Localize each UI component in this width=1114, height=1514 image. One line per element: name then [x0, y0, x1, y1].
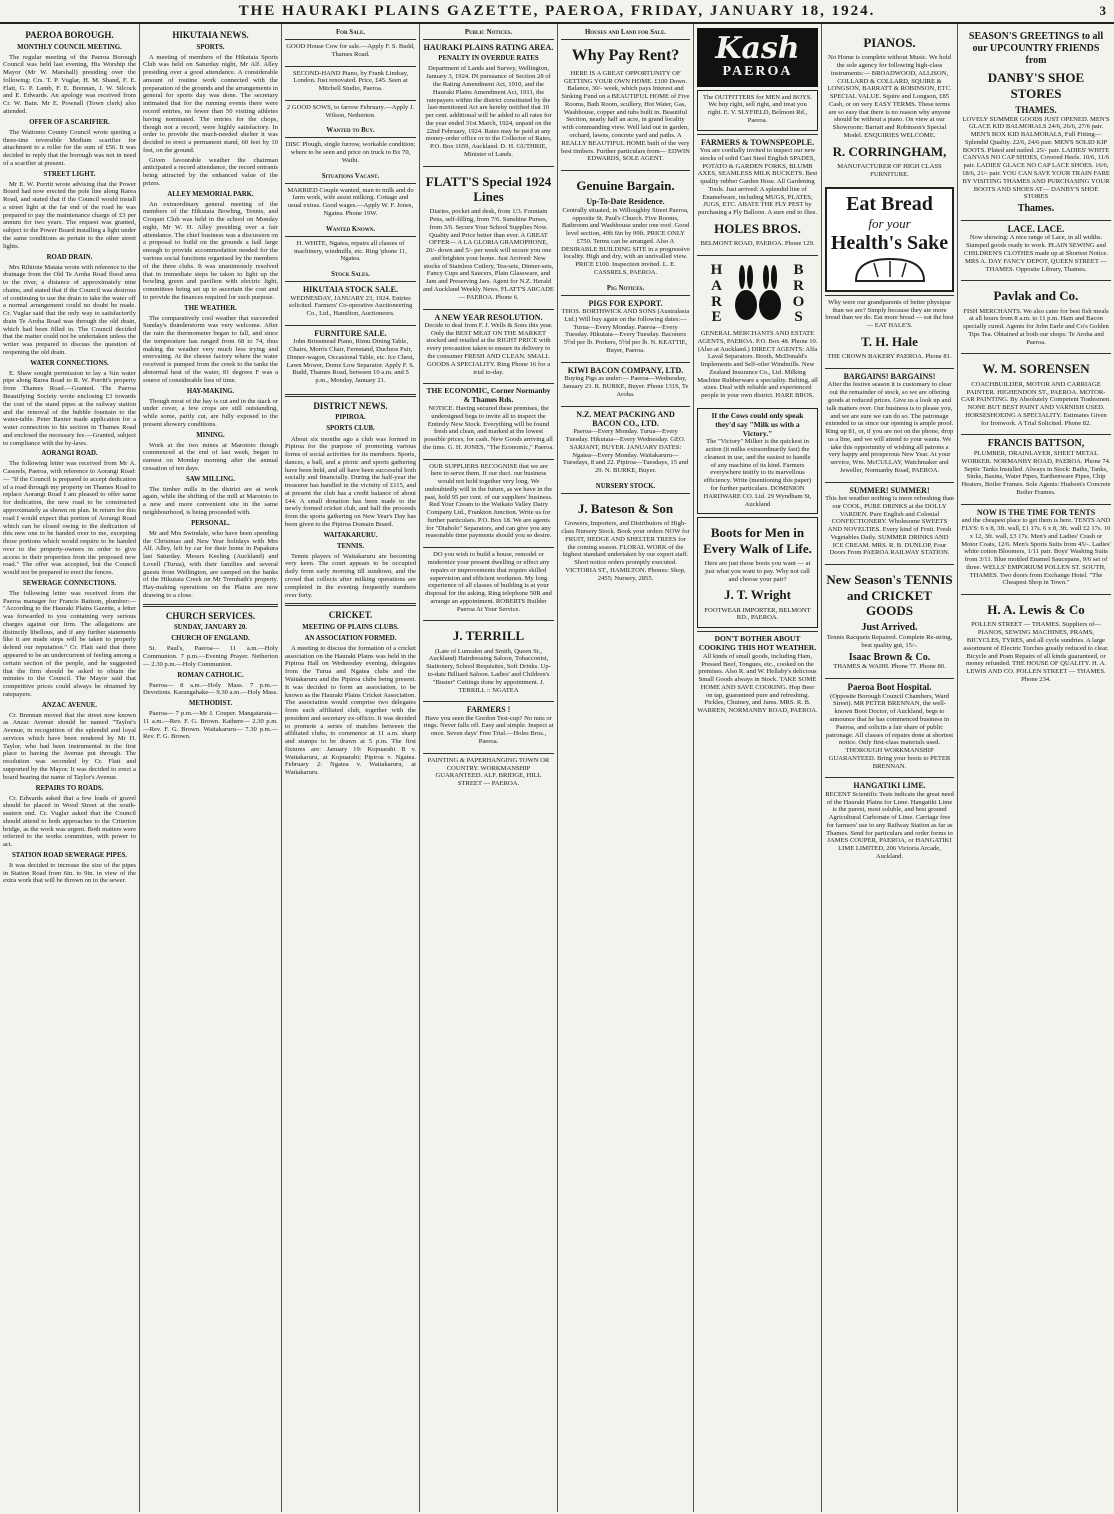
ad-heading: H. A. Lewis & Co	[987, 602, 1085, 618]
lace-ad	[961, 220, 1111, 278]
bread-line-1: Eat Bread	[846, 192, 933, 215]
classified-ad	[285, 183, 416, 223]
ad-name: R. CORRINGHAM,	[832, 143, 947, 159]
small-goods-ad	[697, 631, 818, 720]
ad-text: NOTICE. Having secured these premises, the undersigned begs to invite all to inspect the Entirely New Stock. Everything will be found fresh and clean, and marked at the lowest possible prices, for cash. New Goods arriving all the time. G. H. JONES, "The Economic," Paeroa.	[423, 404, 554, 451]
ad-text: H. WHITE, Ngatea, repairs all classes of machinery, windmills, etc. Ring 'phone 11, Ngatea.	[294, 239, 407, 263]
article-paragraph: The regular meeting of the Paeroa Borough Council was held last evening, His Worship the Mayor (Mr W. Marshall) presiding over the following: Crs. T. P. Vuglar, H. M. Shand, F. E. Flatt, G. P. Lamb, F. E. Brennan, J. W. Silcock and E. Edwards. An apology was received from Cr. W. Bain. Mr E. Pownall (Town clerk) also attended.	[3, 53, 136, 115]
section-heading: METHODIST.	[188, 700, 233, 708]
boots-ad	[697, 517, 818, 628]
ad-text: You are cordially invited to inspect our new stocks of solid Cast Steel English SPADES, POTATO & GARDEN FORKS, BLUMB AXES, SEAMLESS MILK BUCKETS. Best quality rubber Garden Hose. All Gardening Tools. Just arrived: A splendid line of Enamelware, including MUGS, PLATES, JUGS, ETC. ABATE THE FLY PEST by purchasing a Fly Balloon. A sure end to flies.	[697, 147, 818, 217]
ad-footer: THE CROWN BAKERY PAEROA. Phone 81.	[827, 353, 952, 361]
ad-text: Why were our grandparents of better physique than we are? Simply because they ate more bread than we do. Eat more bread — eat the best — EAT HALE'S.	[825, 298, 954, 330]
section-heading: Wanted Known.	[325, 225, 376, 233]
section-heading: Wanted to Buy.	[326, 127, 375, 135]
ad-subheading: PENALTY IN OVERDUE RATES	[438, 55, 539, 63]
pigs-export-ad	[561, 295, 690, 360]
article-paragraph: The Waitomo County Council wrote quoting a three-tine reversible Medium scarifier for attachment to a roller for the sum of £56. It was decided to reply that the borough was not in need of a scarifier at present.	[3, 128, 136, 167]
ad-text: 2 GOOD SOWS, to farrow February.—Apply J. Wilson, Netherton.	[286, 103, 415, 119]
ad-heading: BARGAINS! BARGAINS!	[843, 372, 936, 382]
ad-text: Buying Pigs as under:— Paeroa—Wednesday, January 23. R. BURKE, Buyer. Phone 131S, Te Aroha.	[562, 375, 689, 398]
ad-heading: N.Z. MEAT PACKING AND BACON CO., LTD.	[576, 409, 675, 428]
ad-heading: If the Cows could only speak they'd say "Milk us with a Victory."	[711, 410, 804, 438]
boot-hospital-ad	[825, 678, 954, 775]
hale-bakery-ad	[825, 295, 954, 366]
article-paragraph: An extraordinary general meeting of the members of the Hikutaia Bowling, Tennis, and Croquet Club was held in the school on Monday night, Mr W. H. Alley presiding over a fair attendance. The chief business was a discussion on a proposal to build on the grounds a hall large enough to provide accommodation needed for the various social functions organised by the members of the three clubs. It was unanimously resolved that in immediate steps be taken to light up the bowling green and pavilion with electric light, committees being set up to ascertain the cost and to provide the finances required for such purpose.	[143, 200, 278, 301]
section-heading: SEWERAGE CONNECTIONS.	[22, 579, 117, 587]
ad-heading: HIKUTAIA STOCK SALE.	[302, 285, 399, 295]
economic-ad	[423, 383, 554, 456]
headline: HIKUTAIA NEWS.	[172, 30, 249, 40]
article-paragraph: Work at the two mines at Marototo though commenced at the end of last week, began in earnest on Monday morning after the annual cessation of ten days.	[143, 441, 278, 472]
ad-text: John Brinsmead Piano, Rimu Dining Table, Chairs, Morris Chair, Fernstand, Duchess Pair, Dinner-wagon, Occasional Table, etc. Ice Chest, Lawn Mower, Dome Low Separator. Apply F. S. Budd, Thames Road, between 10 a.m. and 5 p.m., Monday, January 21.	[286, 338, 415, 385]
column-borough	[0, 24, 140, 1512]
butcher-ad	[423, 309, 554, 382]
ad-heading: PIGS FOR EXPORT.	[588, 298, 663, 308]
tennis-cricket-ad	[825, 564, 954, 676]
dairy-ad	[423, 459, 554, 546]
article-paragraph: The following letter was received from the Paeroa manager for Francis Battson, plumber:— "According to the Hauraki Plains Gazette, a letter was forwarded to you containing very serious charges against our firm. The allegations are distinctly libellous, and if any further statements like it are made steps will be taken to properly defend our reputation." Cr. Flatt said that there appeared to be an undercurrent of feeling among a certain section of the people, and he suggested that the firm should be asked to obtain the minutes to the Council. The Mayor said that competitive prices could always be obtained by ratepayers.	[3, 589, 136, 698]
column-shops	[822, 24, 958, 1512]
section-heading: ALLEY MEMORIAL PARK.	[167, 190, 254, 198]
article-paragraph: A meeting to discuss the formation of a cricket association on the Hauraki Plains was held in the Pipiroa Hall on Wednesday evening, delegates from the Turua and Ngatea clubs and the Waitakaruru and the Pipiroa clubs being present. It was decided to form an association, to be known as the Hauraki Plains Cricket Association. The association would comprise two delegates from each affiliated club, together with the president and secretary ex-officio. It was decided to promote a series of matches between the affiliated clubs, to commence at 11 a.m. sharp and stumps to be drawn at 5 p.m. The first fixtures are: January 19: Kopuarahi B v. Waitakaruru, at Kopuarahi; Pipiroa v. Ngatea. February 2: Ngatea v. Waitakaruru, at Waitakaruru.	[285, 644, 416, 777]
ad-text: OUR SUPPLIERS RECOGNISE that we are here to serve them. If our duct. our business would not hold together very long. We undoubtedly will in the future, as we have in the past, hold 95 per cent. of our suppliers' business. Red Your Cream to the Waikato Valley Dairy Company Ltd., Frankton Junction. Write us for further particulars. P.O. Box 18. We are agents for "Diabolo" Separators, and can give you any reasonable time payments should you so desire.	[424, 462, 553, 540]
section-heading: OFFER OF A SCARIFIER.	[29, 118, 110, 126]
genuine-bargain-ad	[561, 170, 690, 282]
ad-footer: BELMONT ROAD, PAEROA. Phone 129.	[700, 240, 815, 248]
farmers-ad	[423, 701, 554, 751]
ad-heading: HANGATIKI LIME.	[853, 781, 926, 791]
painting-ad	[423, 753, 554, 793]
ad-text: HERE IS A GREAT OPPORTUNITY OF GETTING YOUR OWN HOME. £100 Down. Balance, 30/- week, which pays Interest and Sinking Fund on a BEAUTIFUL HOME of Five Rooms, Bath Room, scullery, Hot Water, Gas, Washhouse, copper and tubs built in. Beautiful Section, nearly half an acre, in grand locality with commanding view. Well laid out in garden, orchard, lawns, concrete yard and paths. A REALLY BEAUTIFUL HOME built of the very best timbers. Further particulars from— EDWIN EDWARDS, SOLE AGENT.	[561, 69, 690, 163]
section-heading: CHURCH OF ENGLAND.	[171, 635, 250, 643]
classified-ad	[285, 236, 416, 268]
pavlak-ad	[961, 280, 1111, 351]
headline: DISTRICT NEWS.	[313, 400, 388, 411]
ad-footer: MANUFACTURER OF HIGH CLASS FURNITURE.	[837, 163, 942, 178]
headline: PAEROA BOROUGH.	[25, 30, 114, 40]
ad-heading: Why Pay Rent?	[571, 47, 680, 65]
section-heading: PIPIROA.	[335, 414, 366, 422]
ad-name: DANBY'S SHOE STORES	[987, 70, 1085, 101]
bargains-ad	[825, 368, 954, 480]
article-paragraph: Tennis players of Waitakaruru are becoming very keen. The court appears to be occupied daily from early morning till sundown, and the crowd that collects after milking operations are completed in the evening frequently numbers over forty.	[285, 552, 416, 599]
ad-name: J. T. Wright	[724, 587, 791, 603]
ad-text: The "Victory" Milker is the quickest in action (it milks extraordinarily fast) the cleanest in use, and the easiest to handle of any machine of its kind. Farmers everywhere testify to its marvellous efficiency. Write (mentioning this paper) for further particulars. DOMINION HARDWARE CO. Ltd. 29 Wyndham St, Auckland	[703, 438, 812, 508]
section-heading: STATION ROAD SEWERAGE PIPES.	[12, 851, 127, 859]
section-heading: MINING.	[196, 431, 225, 439]
rabbit-icon	[730, 265, 786, 325]
article-paragraph: Mr E. W. Porritt wrote advising that the Power Board had now erected the pole line along Rarea Road, and stated that if the Council would install a street light at the far end of the road he was prepared to pay the maintenance charge of £3 per annum for two years. The request was granted, subject to the Power Board installing a light under the same conditions as pertain to the other street lights.	[3, 180, 136, 250]
ad-footer: THAMES.	[1015, 105, 1057, 116]
section-heading: For Sale.	[335, 29, 366, 36]
ad-text: DO you wish to build a house, remodel or modernize your present dwelling or effect any repairs or improvements that require skilled supervision and efficient workmen. My long experience of all classes of building is at your disposal for the asking. Ring telephone 50R and arrange an appointment. ROBERTS Builder Paeroa At Your Service.	[425, 551, 552, 613]
newspaper-columns	[0, 24, 1114, 1514]
ad-text: (Late of Lumsden and Smith, Queen St., Auckland) Hairdressing Saloon, Tobacconist, Stationery, School Requisites, Soft Drinks. Up-to-date Billiard Saloon. Ladies' and Children's "Buster" Cuttings done by appointment. J. TERRILL :: NGATEA	[426, 647, 551, 694]
section-heading: THE WEATHER.	[184, 304, 237, 312]
ad-heading: A NEW YEAR RESOLUTION.	[434, 312, 543, 322]
danbys-ad	[961, 28, 1111, 218]
column-public-notices	[420, 24, 558, 1512]
lewis-ad	[961, 594, 1111, 688]
section-heading: HAY-MAKING.	[186, 387, 235, 395]
ad-heading: PIANOS.	[863, 35, 916, 50]
stock-sale-ad	[285, 281, 416, 323]
ad-heading: LACE. LACE.	[1007, 223, 1065, 234]
ad-subheading: Just Arrived.	[861, 622, 918, 634]
eat-bread-ad	[825, 187, 954, 292]
article-paragraph: A meeting of members of the Hikutaia Sports Club was held on Saturday night, Mr Alf. Alley presiding over a good attendance. A considerable amount of routine work connected with the preparation of the grounds and the arrangements in general for sports day was done. The secretary intimated that for the running events there were record entries, no fewer than 50 visiting athletes having nominated. The entries for the chops, though not a record, were highly satisfactory. In order to provide the much-needed shelter it was decided to erect a permanent stand, 60 feet by 10 feet, on the ground.	[143, 53, 278, 154]
column-thames	[958, 24, 1114, 1512]
bread-loaf-icon	[850, 255, 930, 283]
classified-ad	[285, 137, 416, 169]
ad-text: Tennis Racquets Repaired. Complete Re-string, best quality gut, 15/-.	[826, 634, 953, 649]
ad-heading: Boots for Men in Every Walk of Life.	[703, 525, 812, 556]
why-pay-rent-ad	[561, 39, 690, 168]
article-paragraph: It was decided to increase the size of the pipes in Station Road from 6in. to 9in. in view of the extra work that will be thrown on to the sewer.	[3, 861, 136, 885]
article-paragraph: About six months ago a club was formed in Pipiroa for the purpose of promoting various forms of social activities for its members. Sports, dances, a ball, and a picnic and sports gathering have been held, and all have been successful both socially and financially. During the half-year the treasurer has handled in the vicinity of £115, and at present the club has a credit balance of about £44. A small donation has been made to the newly formed cricket club, and half the proceeds from the sports gathering on New Year's Day has been given to the Pipiroa Domain Board.	[285, 435, 416, 528]
nursery-ad	[561, 493, 690, 587]
flatts-ad	[423, 166, 554, 307]
ad-name: T. H. Hale	[861, 333, 918, 349]
classified-ad	[285, 66, 416, 98]
ad-text: SECOND-HAND Piano, by Frank Lindsay, London. Just renovated. Price, £45. Seen at Mitchell Studio, Paeroa.	[292, 69, 409, 93]
section-heading: SPORTS.	[196, 43, 225, 51]
sorensen-ad	[961, 353, 1111, 432]
article-paragraph: Cr. Edwards asked that a few loads of gravel should be placed in Wood Street at the south-eastern end. Cr. Vuglar asked that the Council should attend to both approaches to the Criterion bridge, as the work was urgent. Both matters were referred to the works committee, with power to act.	[3, 794, 136, 849]
ad-text: Department of Lands and Survey, Wellington, January 3, 1924. IN pursuance of Section 28 of the Rating Amendment Act, 1910, and the Hauraki Plains Amendment Act, 1911, the ratepayers within the district constituted by the last-mentioned Act are hereby notified that 10 per cent. additional will be added to all rates for the year ended 31st March, 1924, unpaid on the 22nd February, 1924. Rates may be paid at any money-order office or to the Collector of Rates, P.O. Box 1659, Auckland. D. H. GUTHRIE, Minister of Lands.	[425, 65, 552, 158]
furniture-sale-ad	[285, 325, 416, 390]
section-heading: STREET LIGHT.	[43, 170, 96, 178]
summer-ad	[825, 482, 954, 563]
section-heading: Pig Notices.	[606, 284, 645, 292]
ad-heading: FARMERS & TOWNSPEOPLE.	[700, 137, 815, 147]
column-merchants	[694, 24, 822, 1512]
ad-text: Diaries, pocket and desk, from 1/3. Fountain Pens, self-filling, from 7/6. Sunshine Purses, from 3/6. Secure Your School Supplies Now. Quality and Price better than ever. A GREAT OFFER— A LA GLORIA GRAMOPHONE, 20/- down and 5/- per week will secure you one and brighten your home. Just Arrived: New stocks of Stainless Cutlery, Tea-sets, Dinner-sets, Fancy Cups and Saucers, Plain Glassware, and Jam and Preserving Jars. Agent for N.Z. Herald and Auckland Weekly News. FLATT'S ARCADE — PAEROA. Phone 6.	[423, 208, 554, 301]
article-paragraph: Mrs Rihitote Matata wrote with reference to the drainage from the Old Te Aroha Road flood area to the river, a distance of approximately nine chains, and stated that if the Council was desirous of continuing to use the drain to take the water off a normal arrangement could no doubt be made. Cr. Vuglar said that the only way to satisfactorily drain Te Aroha Road was through the old drain, which had been filled in. The Council decided that the matter could not be undertaken unless the writer was prepared to discuss the question of reopening the old drain.	[3, 263, 136, 356]
article-paragraph: E. Shaw sought permission to lay a ¾in water pipe along Rarea Road to R. W. Porritt's property from Thames Road.—Granted. The Paeroa Beautifying Society wrote enclosing £3 towards the cost of the stand pipes at the railway station and the removal of the bubble fountain to the water-table. Peter Baxter made application for a water connection to his section in Thames Road and enclosed the necessary fee.—Granted, subject to compliance with the by-laws.	[3, 369, 136, 447]
ad-text: DISC Plough, single furrow, workable condition; where to be seen and price on truck to Bx 70, Waihi.	[285, 141, 416, 164]
ad-heading: FRANCIS BATTSON,	[987, 438, 1085, 450]
ad-text: RECENT Scientific Tests indicate the great need of the Hauraki Plains for Lime. Hangatiki Lime is the purest, most soluble, and best ground Agricultural Carbonate of Lime. Carriage free for farmers' use to any Railway Station as far as Thames. Send for particulars and order forms to JAMES COUPER, PAEROA, or HANGATIKI LIME LIMITED, 206 Victoria Arcade, Auckland.	[825, 790, 954, 860]
meat-packing-ad	[561, 406, 690, 480]
section-heading: REPAIRS TO ROADS.	[35, 784, 104, 792]
logo-place: PAEROA	[722, 64, 793, 79]
ad-heading: NOW IS THE TIME FOR TENTS	[976, 507, 1096, 517]
ad-text: Have you seen the Gordon Test-cup? No nuts or rings. Never falls off. Easy and simple. Inspect at once. Seven days' Free Trial.—Holes Bros., Paeroa.	[423, 714, 554, 746]
masthead-title: THE HAURAKI PLAINS GAZETTE, PAEROA, FRIDAY, JANUARY 18, 1924.	[238, 3, 876, 19]
section-heading: Public Notices.	[464, 29, 513, 36]
ad-heading: W. M. SORENSEN	[982, 361, 1090, 377]
subheadline: MONTHLY COUNCIL MEETING.	[17, 43, 122, 51]
ad-text: GENERAL MERCHANTS AND ESTATE AGENTS, PAEROA. P.O. Box 48. Phone 10. (Also at Auckland.) DIRECT AGENTS: Alfa Laval Separators. Booth, McDonald's Implements and Self-oiler Windmills. New Zealand Insurance Co., Ltd. Milking Machine Rubberware a speciality. Belting, all sizes. Deal with reliable and experienced people in your own district. HARE BROS.	[697, 330, 818, 400]
ad-text: After the festive season it is customary to clear out the remainder of stock, so we are offering goods at reduced prices. Give us a look up and talk matters over. Our business is to please you, and we are sure we can do so. The patronage extended to us since our opening is ample proof. Ring up 81, or, if you are not on the phone, drop us a line, and we will attend to your wants. We take this opportunity of wishing all patrons a very happy and prosperous New Year. At your service, Wm. McCULLAY, Watchmaker and Jeweller, Normanby Road, PAEROA.	[825, 381, 954, 474]
divider	[143, 604, 278, 607]
section-heading: Stock Sales.	[331, 271, 370, 279]
section-heading: WATER CONNECTIONS.	[30, 359, 109, 367]
ad-text: Growers, Importers, and Distributors of High-class Nursery Stock. Book your orders NOW for FRUIT, HEDGE AND SHELTER TREES for the coming season. FLORAL WORK of the highest standard undertaken by our expert staff. Short notice orders promptly executed. VICTORIA ST., HAMILTON. Phones: Shop, 2455; Nursery, 2855.	[561, 520, 690, 582]
classified-ad	[285, 100, 416, 125]
ad-heading: Genuine Bargain.	[576, 178, 675, 194]
bread-line-2: for your	[868, 216, 911, 232]
ad-text: THOS. BORTHWICK AND SONS (Australasia Ltd.) Will buy again on the following dates:— Turua—Every Monday. Paeroa—Every Tuesday. Hikutaia—Every Tuesday. Baconers 5½d per lb. Porkers, 5½d per lb. N. KEATTIE, Buyer, Paeroa.	[561, 308, 690, 355]
holes-bros-ad	[697, 134, 818, 253]
headline: CRICKET.	[328, 610, 373, 621]
outfitters-ad	[697, 90, 818, 131]
masthead	[0, 0, 1114, 24]
section-heading: SAW MILLING.	[186, 475, 235, 483]
section-heading: Houses and Land for Sale.	[585, 29, 666, 36]
section-heading: ROMAN CATHOLIC.	[177, 671, 244, 679]
section-heading: ROAD DRAIN.	[46, 253, 93, 261]
section-heading: SUNDAY, JANUARY 20.	[173, 624, 248, 632]
ad-heading: Paeroa Boot Hospital.	[847, 682, 932, 693]
ad-text: (Opposite Borough Council Chambers, Ward Street). MR PETER BRENNAN, the well-known Boot Doctor, of Auckland, begs to announce that he has commenced business in Paeroa, and solicits a fair share of public patronage. All classes of repairs done at shortest notice. Only first-class materials used. THOROUGH WORKMANSHIP GUARANTEED. Bring your boots to PETER BRENNAN.	[825, 692, 954, 770]
divider	[285, 394, 416, 397]
battson-ad	[961, 434, 1111, 501]
ad-text: WEDNESDAY, JANUARY 23, 1924. Entries solicited. Farmers' Co-operative Auctioneering Co., Ltd., Hamilton, Auctioneers.	[288, 294, 413, 318]
article-paragraph: The timber mills in the district are at work again, while the shifting of the mill at Marototo to a new and more convenient site in the same neighbourhood, is being proceeded with.	[143, 485, 278, 516]
section-heading: TENNIS.	[336, 542, 364, 550]
ad-heading: SEASON'S GREETINGS to all our UPCOUNTRY FRIENDS from	[968, 31, 1104, 66]
section-heading: MEETING OF PLAINS CLUBS.	[302, 623, 399, 631]
ad-footer: Thames.	[1017, 203, 1055, 215]
rating-notice	[423, 39, 554, 164]
ad-heading: THE ECONOMIC, Corner Normanby & Thames Rds.	[426, 386, 551, 405]
hare-word: HARE	[710, 262, 723, 326]
ad-footer: THAMES & WAIHI. Phone 77. Phone 80.	[833, 663, 946, 671]
section-heading: AORANGI ROAD.	[41, 450, 98, 458]
bread-line-3: Health's Sake	[830, 231, 949, 254]
article-paragraph: Given favourable weather the chairman anticipated a record attendance, the record entrants being attracted by the enhanced value of the prizes.	[143, 156, 278, 187]
page-number: 3	[1099, 3, 1108, 18]
section-heading: ANZAC AVENUE.	[41, 701, 97, 709]
builder-ad	[423, 547, 554, 618]
article-paragraph: Mr and Mrs Swindale, who have been spending the Christmas and New Year holidays with Mrs Alf. Alley, left by car for their home in Papakura last Saturday. Messrs Keeling (Auckland) and Lovell (Turua), with their families and several guests from Wellington, are camped on the banks of the Hikutaia Creek on Mr Trembath's property. Hay-making operations on the Plains are now drawing to a close.	[143, 529, 278, 599]
ad-text: The OUTFITTERS for MEN and BOYS. We buy right, sell right, and treat you right. E. V. SLYFIELD, Belmont Rd., Paeroa.	[702, 93, 813, 124]
service-times: Paeroa— 7 p.m.—Mr J. Couper. Mangatarata— 11 a.m.—Rev. F. G. Brown. Kaihere— 2.30 p.m.—Rev. F. G. Brown. Waitakaruru— 7.30 p.m.—Rev. F. G. Brown.	[143, 710, 278, 741]
ad-text: POLLEN STREET — THAMES. Suppliers of— PIANOS, SEWING MACHINES, PRAMS, BICYCLES, TYRES, and all cycle sundries. A large assortment of Electric Torches greatly reduced to clear. Bicycle and Pram Repairs of all kinds guaranteed, or money refunded. THE HOUSE OF QUALITY. H. A. LEWIS AND CO. POLLEN STREET — THAMES. Phone 234.	[963, 621, 1109, 683]
ad-text: This hot weather nothing is more refreshing than our COOL, PURE DRINKS at the DOLLY VARDEN. Pure English and Colonial CONFECTIONERY. Wholesome SWEETS AND NOVELTIES. Every kind of Fruit. Fresh Vegetables Daily. SUMMER DRINKS AND ICE CREAM. MRS. R. B. DUNLOP, Four Doors From PAEROA RAILWAY STATION.	[825, 495, 954, 557]
ad-text: PLUMBER, DRAINLAYER, SHEET METAL WORKER. NORMANBY ROAD, PAEROA. Phone 74. Septic Tanks Installed. Always in Stock: Baths, Tanks, Sinks, Basins, Water Pipes, Earthenware Pipes, Chip Heaters, Boiler Frames. Sole Agents: Hudson's Concrete Boiler Frames.	[961, 450, 1111, 497]
ad-heading: KIWI BACON COMPANY, LTD.	[567, 365, 684, 375]
logo-script: Kash	[715, 31, 800, 66]
section-heading: AN ASSOCIATION FORMED.	[304, 634, 397, 642]
ad-text: MARRIED Couple wanted, man to milk and do farm work, wife assist milking. Cottage and usual extras. Good wages.—Apply W. F. Jones, Ngatea. Phone 19W.	[287, 186, 414, 217]
ad-name: Isaac Brown & Co.	[848, 651, 931, 663]
ad-footer: FOOTWEAR IMPORTER, BELMONT RD., PAEROA.	[704, 606, 811, 622]
section-heading: PERSONAL.	[191, 519, 230, 527]
headline: CHURCH SERVICES.	[165, 610, 256, 621]
article-paragraph: The following letter was received from Mr A. Cassrels, Paeroa, with reference to Aorangi Road:— "If the Council is prepared to accept dedication of a road through my property on Thames Road to replace Aorangi Road I am pleased to offer same for dedication, the new road to be constructed approximately as shown on plan. In return for this road I would expect that portion of Aorangi Road which can be closed owing to the dedication of this new one to be handed over to me, excepting those portions which would require to be handed over to the property-owners in order to give access to their properties from the proposed new road." The offer was accepted, but the Council would not be prepared to erect the fences.	[3, 460, 136, 577]
ad-heading: HAURAKI PLAINS RATING AREA.	[423, 43, 554, 53]
ad-heading: New Season's TENNIS and CRICKET GOODS	[826, 572, 953, 618]
lime-ad	[825, 777, 954, 865]
ad-text: No Home is complete without Music. We hold the sole agency for following high-class instruments:— BROADWOOD, ALLISON, COLLARD & COLLARD, SQUIRE & LONGSON, BARRATT & ROBINSON, ETC. SPECIAL VALUE. Squire and Longson, £85 Cash, or on very EASY TERMS. These terms are so easy that there is no reason why anyone should be without a piano. On view at our Showroom: Barratt and Robinson's Special Model. ENQUIRIES WELCOME.	[827, 54, 952, 139]
article-paragraph: Though most of the hay is cut and in the stack or under cover, a few crops are still outstanding, while some, partly cut, are fully exposed to the present showery conditions.	[143, 397, 278, 428]
hare-logo	[697, 263, 818, 326]
ad-text: Decide to deal from F. J. Wells & Sons this year. Only the BEST MEAT ON THE MARKET stocked and retailed at the RIGHT PRICE with every precaution taken to ensure its delivery to the consumer FRESH AND CLEAN. SMALL GOODS A SPECIALITY. Ring Phone 16 for a trial to-day.	[424, 321, 553, 376]
ad-text: Paeroa—Every Monday. Turua—Every Tuesday. Hikutaia—Every Wednesday. GEO. SARJANT, BUYER. JANUARY DATES: Ngatea—Every Monday. Waitakaruru—Tuesdays, 8 and 22. Pipiroa—Tuesdays, 15 and 29. N. BURKE, Buyer.	[562, 428, 689, 475]
ad-heading: Pavlak and Co.	[993, 288, 1079, 304]
ad-text: GOOD House Cow for sale.—Apply F. S. Budd, Thames Road.	[286, 43, 415, 58]
victory-milker-ad	[697, 408, 818, 514]
ad-heading: FLATT'S Special 1924 Lines	[425, 173, 552, 204]
ad-text: LOVELY SUMMER GOODS JUST OPENED. MEN'S GLACE KID BALMORALS 24/6, 26/6, 27/6 pair. MEN'S BOX KID BALMORALS, Full Fitting—Splendid Quality. 22/6, 24/6 pair. MEN'S SOLID KIP BOOTS. Plated and nailed. 25/- pair. LADIES' WHITE CANVAS NO CAP SHOES, Covered Heels. 10/6, 11/6 pair. LADIES' GLACE NO CAP LACE SHOES. 16/6, 18/6, 21/- pair. YOU CAN SAVE YOUR TRAIN FARE BY VISITING THAMES AND PURCHASING YOUR BOOTS AND SHOES AT— DANBY'S SHOE STORES	[962, 115, 1110, 201]
bros-word: BROS	[792, 262, 805, 326]
article-paragraph: Cr. Brennan moved that the street now known as Anzac Avenue should be named "Taylor's Avenue, in recognition of the splendid and loyal services which have been rendered by Mr H. Taylor, who had been instrumental in the first place to having the Avenue put through. The resolution was seconded by Cr. Flatt and supported by the Mayor. It was decided to erect a board bearing the name of Taylor's Avenue.	[3, 711, 136, 781]
ad-text: Here are just those boots you want — at just what you want to pay. Why not call and choose your pair?	[704, 559, 811, 583]
kash-logo	[697, 28, 818, 87]
ad-heading: DON'T BOTHER ABOUT COOKING THIS HOT WEATHER.	[698, 634, 817, 652]
ad-text: Now showing: A nice range of Lace, in all widths. Stamped goods ready to work. PLAIN SEWING and CHILDREN'S CLOTHES made up at Shortest Notice. MRS A. DAY FANCY DEPOT, QUEEN STREET — THAMES. Opposite Library, Thames.	[963, 234, 1109, 273]
ad-text: PAINTING & PAPERHANGING TOWN OR COUNTRY. WORKMANSHIP GUARANTEED. ALF. BRIDGE, HILL STREET — PAEROA.	[427, 756, 550, 788]
ad-heading: SUMMER! SUMMER!	[849, 485, 930, 495]
ad-text: FISH MERCHANTS. We also cater for best fish meals at all hours from 8 a.m. to 11 p.m. Ham and Bacon specially cured. Agents for John Earle and Co's Golden Tips Tea. Obtained at both our shops: Te Aroha and Paeroa.	[963, 307, 1109, 346]
ad-heading: J. TERRILL	[452, 628, 525, 644]
pianos-ad	[825, 28, 954, 184]
ad-heading: FURNITURE SALE.	[314, 328, 387, 338]
classified-ad	[285, 39, 416, 64]
tents-ad	[961, 504, 1111, 592]
service-times: Paeroa— 8 a.m.—Holy Mass. 7 p.m.—Devotions. Karangahake— 9.30 a.m.—Holy Mass.	[143, 681, 278, 697]
section-heading: SPORTS CLUB.	[326, 425, 375, 433]
ad-heading: FARMERS !	[466, 705, 511, 715]
ad-name: HOLES BROS.	[714, 220, 801, 236]
ad-text: All kinds of small goods, including Ham, Pressed Beef, Tongues, etc., cooked on the premises. Also R. and W. Hellaby's delicious Small Goods always in Stock. TAKE SOME HOME AND SAVE COOKING. Hop Beer on tap, guaranteed pure and refreshing. Pickles, Chutney, and Jams. MRS. R. B. WARREN, NORMANBY ROAD, PAEROA.	[697, 652, 818, 715]
column-hikutaia	[140, 24, 282, 1512]
ad-heading: J. Bateson & Son	[577, 501, 674, 516]
article-paragraph: The comparatively cool weather that succeeded Sunday's thunderstorm was very welcome. After the rain the thermometer began to fall, and since the temperature has ranged from 68 to 74, thus making the weather very much less trying and enervating. At the cheese factory where the water received is pumped from the creek to the tanks the abnormal heat of the water, 81 degrees F was a source of considerable loss of time.	[143, 314, 278, 384]
column-houses-land	[558, 24, 694, 1512]
hare-bros-ad	[697, 255, 818, 405]
terrill-ad	[423, 620, 554, 699]
section-heading: Situations Vacant.	[321, 172, 380, 180]
ad-text: and the cheapest place to get them is here. TENTS AND FLYS: 6 x 8, 3ft. wall, £1 17s. 6 x 8, 3ft. wall £2 17s. 10 x 12, 3ft. wall, £3 17s. Men's and Ladies' Crash or Motor Coats, 12/6. Men's Sports Suits from 45/-. Ladies' white cotton Bloomers, 1/11 pair. Boys' Washing Suits from 3/11. Blue mottled Enamel Saucepans, 9/6 set of three. WELLS' EMPORIUM POLLEN ST. SOUTH, THAMES. Two doors from Exchange Hotel. "The Cheapest Shop in Town."	[961, 517, 1111, 587]
section-heading: NURSERY STOCK.	[595, 482, 656, 490]
ad-subheading: Up-To-Date Residence.	[586, 197, 665, 207]
ad-text: Centrally situated, in Willoughby Street Paeroa, opposite St. Paul's Church. Five Rooms, Bathroom and Washhouse under one roof. Good level section, 49ft 6in by 99ft. PRICE ONLY £750. Terms can be arranged. Also A DESIRABLE BUILDING SITE in a progressive locality. High and dry, with an unrivalled view. PRICE £100. Inspection invited. L. E. CASSRELS, PAEROA.	[561, 206, 690, 276]
ad-text: COACHBUILDER, MOTOR AND CARRIAGE PAINTER. HIGHENDON ST., PAEROA. MOTOR-CAR PAINTING. By Absolutely Competent Tradesmen. NONE BUT BEST PAINT AND VARNISH USED. HORSESHOEING A SPECIALITY. Estimates Given for Ironwork. A Trial Solicited. Phone 82.	[961, 380, 1111, 427]
service-times: St. Paul's, Paeroa— 11 a.m.—Holy Communion. 7 p.m.—Evening Prayer. Netherton— 2.30 p.m.—Holy Communion.	[143, 645, 278, 668]
column-classifieds	[282, 24, 420, 1512]
kiwi-bacon-ad	[561, 362, 690, 404]
section-heading: WAITAKARURU.	[323, 531, 378, 539]
divider	[285, 603, 416, 606]
